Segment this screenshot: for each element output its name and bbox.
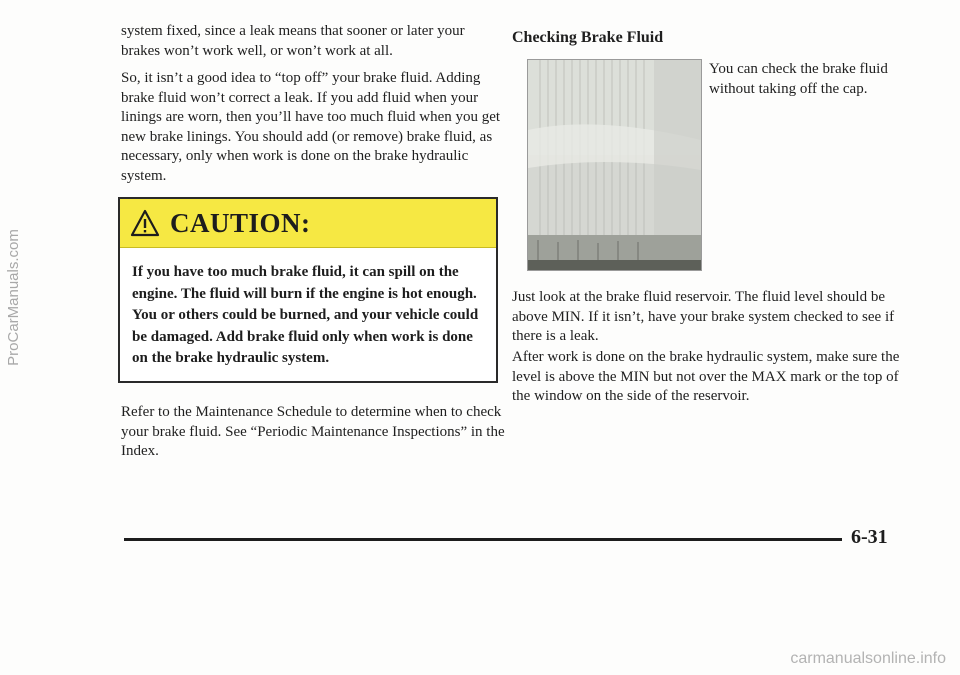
side-watermark: [2, 190, 24, 405]
section-heading: Checking Brake Fluid: [512, 29, 664, 46]
photo-caption: [709, 60, 909, 99]
right-column-paragraph-2-wrap: [512, 348, 907, 415]
caution-title: CAUTION:: [170, 207, 311, 238]
caution-header: [120, 199, 496, 248]
footer-watermark: carmanualsonline.info: [790, 650, 946, 667]
left-column-lower: [121, 403, 506, 470]
photo-caption-text: You can check the brake fluid without taking off the cap.: [709, 61, 888, 97]
page-number: 6-31: [851, 526, 888, 548]
left-paragraph-2: So, it isn’t a good idea to “top off” your brake fluid. Adding brake fluid won’t correct a leak. If you add fluid when your linings are worn, then you’ll have too much fluid when you get new brake linings. You should add (or remove) brake fluid, as necessary, only when work is done on the brake hydraulic system.: [121, 70, 501, 184]
left-paragraph-1: system fixed, since a leak means that sooner or later your brakes won’t work well, or won’t work at all.: [121, 23, 465, 59]
right-column-top: [512, 22, 907, 60]
reservoir-illustration: [528, 60, 701, 270]
left-column: [121, 22, 506, 194]
brake-fluid-reservoir-photo: [527, 59, 702, 271]
footer-rule: [124, 538, 842, 541]
right-paragraph-2: After work is done on the brake hydraulic system, make sure the level is above the MIN but not over the MAX mark or the top of the window on the side of the reservoir.: [512, 349, 900, 404]
right-paragraph-1: Just look at the brake fluid reservoir. The fluid level should be above MIN. If it isn’t, have your brake system checked to see if there is a leak.: [512, 289, 895, 344]
warning-triangle-icon: [130, 208, 160, 238]
caution-box: [118, 197, 498, 383]
side-watermark-text: ProCarManuals.com: [4, 229, 22, 366]
caution-text: If you have too much brake fluid, it can spill on the engine. The fluid will burn if the engine is hot enough. You or others could be burned, and your vehicle could be damaged. Add brake fluid only when work is done on the brake hydraulic system.: [132, 264, 479, 366]
left-paragraph-3: Refer to the Maintenance Schedule to determine when to check your brake fluid. See “Periodic Maintenance Inspections” in the Index.: [121, 404, 505, 459]
right-column-paragraph-1-wrap: [512, 288, 907, 355]
